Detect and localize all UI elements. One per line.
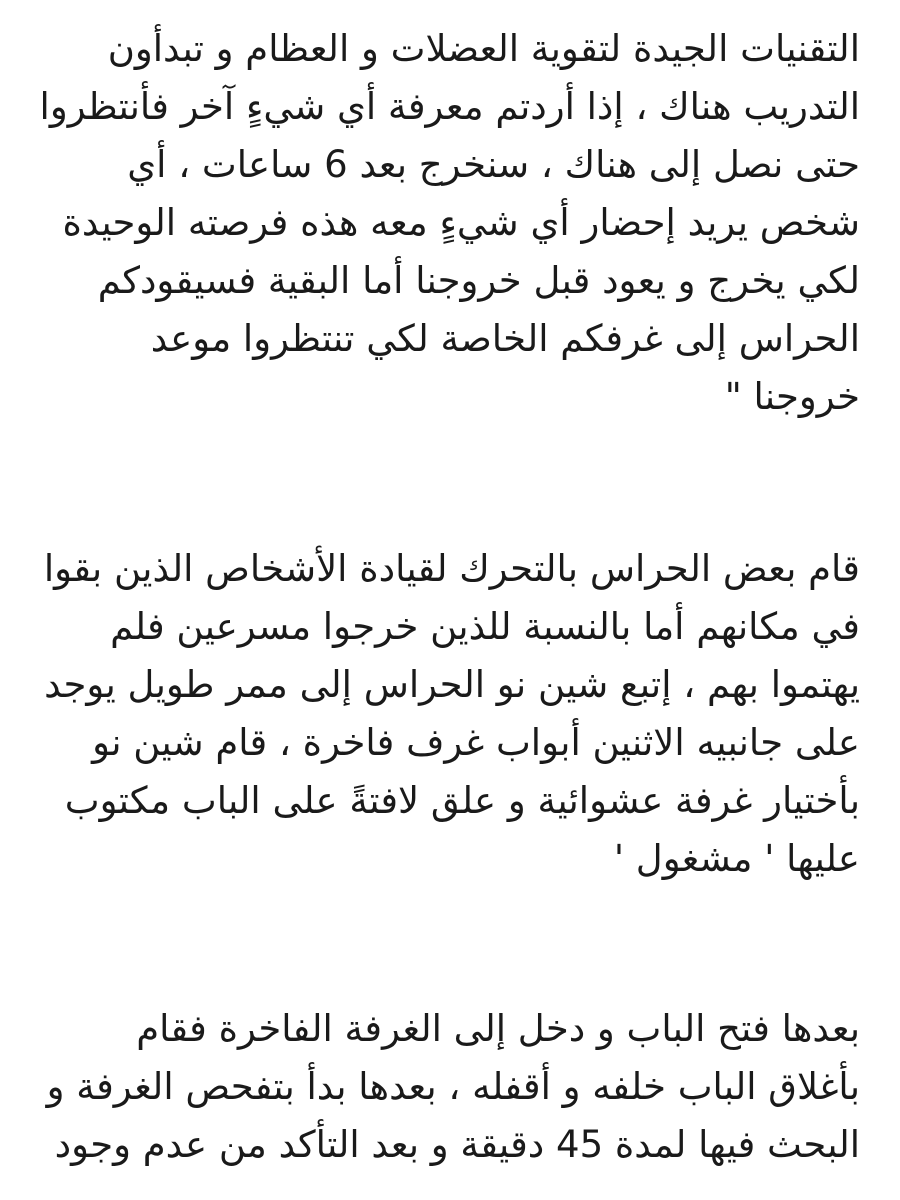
text-line: شخص يريد إحضار أي شيءٍ معه هذه فرصته الوحيدة [62,201,860,244]
text-line: قام بعض الحراس بالتحرك لقيادة الأشخاص الذين بقوا [43,547,860,590]
text-line: يهتموا بهم ، إتبع شين نو الحراس إلى ممر طويل يوجد [44,663,860,706]
text-line: التدريب هناك ، إذا أردتم معرفة أي شيءٍ آخر فأنتظروا [39,85,860,128]
paragraph-2 [40,540,860,888]
text-line: بأغلاق الباب خلفه و أقفله ، بعدها بدأ بتفحص الغرفة و [46,1065,860,1108]
text-line: التقنيات الجيدة لتقوية العضلات و العظام و تبدأون [107,27,860,70]
text-line: عليها ' مشغول ' [613,837,860,880]
text-line: على جانبيه الاثنين أبواب غرف فاخرة ، قام شين نو [92,721,860,764]
paragraph-3 [40,1000,860,1174]
text-line: لكي يخرج و يعود قبل خروجنا أما البقية فسيقودكم [97,259,860,302]
text-line: حتى نصل إلى هناك ، سنخرج بعد 6 ساعات ، أي [127,143,860,186]
paragraph-1 [40,20,860,426]
text-line: بأختيار غرفة عشوائية و علق لافتةً على الباب مكتوب [64,779,860,822]
text-line: بعدها فتح الباب و دخل إلى الغرفة الفاخرة فقام [136,1007,860,1050]
text-line: البحث فيها لمدة 45 دقيقة و بعد التأكد من عدم وجود [54,1123,860,1166]
text-line: الحراس إلى غرفكم الخاصة لكي تنتظروا موعد [150,317,860,360]
text-line: خروجنا " [724,375,860,418]
text-line: في مكانهم أما بالنسبة للذين خرجوا مسرعين فلم [110,605,860,648]
